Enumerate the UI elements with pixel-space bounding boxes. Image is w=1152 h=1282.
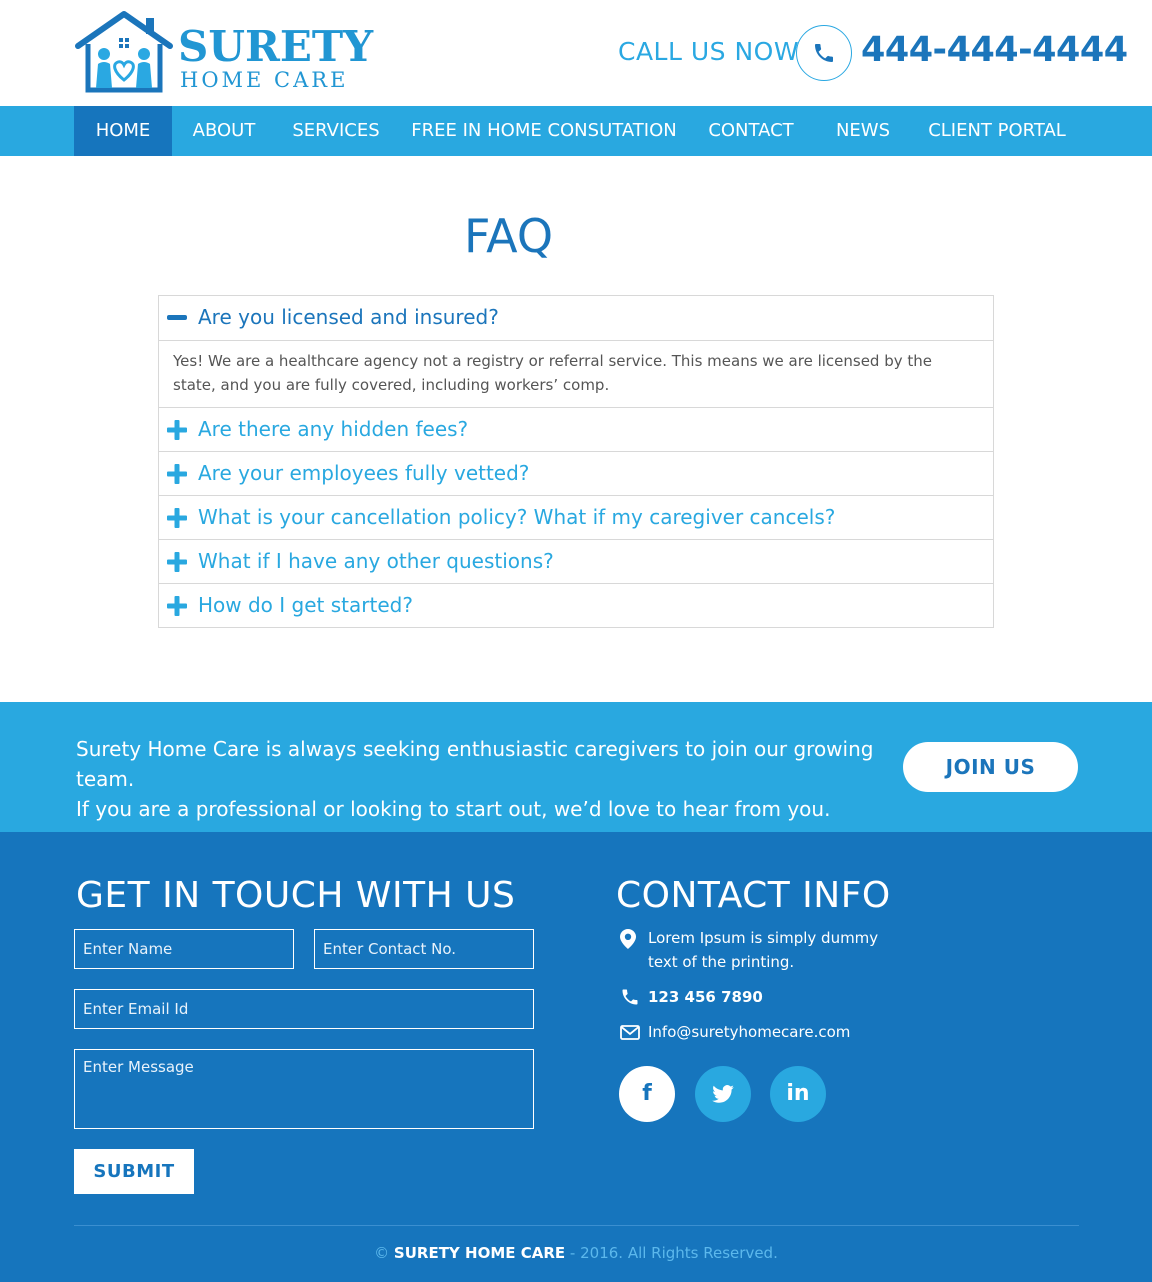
copyright-symbol: © xyxy=(374,1244,390,1262)
nav-item-free-consultation[interactable]: FREE IN HOME CONSUTATION xyxy=(411,120,677,141)
call-us-label: CALL US NOW xyxy=(618,37,800,66)
faq-question-text: Are there any hidden fees? xyxy=(198,417,469,441)
nav-item-services[interactable]: SERVICES xyxy=(292,120,380,141)
nav-item-news[interactable]: NEWS xyxy=(835,120,891,141)
plus-icon xyxy=(167,420,187,440)
phone-icon xyxy=(620,987,640,1007)
plus-icon xyxy=(167,596,187,616)
main-nav xyxy=(0,106,1152,156)
phone-icon[interactable] xyxy=(796,25,852,81)
envelope-icon xyxy=(620,1025,640,1040)
faq-question-get-started[interactable] xyxy=(159,583,993,627)
address-row xyxy=(620,926,920,976)
faq-question-text: How do I get started? xyxy=(198,593,413,617)
contact-phone[interactable]: 123 456 7890 xyxy=(648,988,763,1006)
faq-question-text: Are you licensed and insured? xyxy=(198,305,499,329)
faq-question-vetted[interactable] xyxy=(159,451,993,495)
facebook-icon[interactable]: f xyxy=(619,1066,675,1122)
house-family-logo-icon xyxy=(74,10,174,94)
twitter-icon[interactable] xyxy=(695,1066,751,1122)
address-line1: Lorem Ipsum is simply dummy xyxy=(648,929,879,947)
faq-question-licensed[interactable] xyxy=(159,296,993,340)
nav-item-contact[interactable]: CONTACT xyxy=(708,120,794,141)
site-footer xyxy=(0,832,1152,1282)
plus-icon xyxy=(167,464,187,484)
address-line2: text of the printing. xyxy=(648,953,795,971)
nav-item-client-portal[interactable]: CLIENT PORTAL xyxy=(928,120,1066,141)
plus-icon xyxy=(167,552,187,572)
faq-question-other[interactable] xyxy=(159,539,993,583)
join-text-line2: If you are a professional or looking to start out, we’d love to hear from you. xyxy=(76,797,831,821)
map-pin-icon xyxy=(620,929,636,949)
faq-accordion xyxy=(158,295,994,628)
faq-question-text: What is your cancellation policy? What if my caregiver cancels? xyxy=(198,505,836,529)
nav-item-home[interactable]: HOME xyxy=(74,106,172,156)
copyright-rights: - 2016. All Rights Reserved. xyxy=(569,1244,778,1262)
logo[interactable] xyxy=(74,10,374,94)
message-textarea[interactable] xyxy=(74,1049,534,1129)
contact-number-input[interactable] xyxy=(314,929,534,969)
logo-text-surety: SURETY xyxy=(178,22,374,71)
plus-icon xyxy=(167,508,187,528)
logo-text-home-care: HOME CARE xyxy=(180,68,349,92)
nav-item-about[interactable]: ABOUT xyxy=(192,120,256,141)
copyright xyxy=(0,1241,1152,1265)
name-input[interactable] xyxy=(74,929,294,969)
faq-question-cancellation[interactable] xyxy=(159,495,993,539)
faq-question-text: Are your employees fully vetted? xyxy=(198,461,530,485)
phone-row xyxy=(620,985,920,1009)
footer-divider xyxy=(74,1225,1079,1226)
linkedin-icon[interactable]: in xyxy=(770,1066,826,1122)
join-text-line1: Surety Home Care is always seeking enthusiastic caregivers to join our growing team. xyxy=(76,737,874,791)
site-header xyxy=(0,0,1152,106)
contact-email[interactable]: Info@suretyhomecare.com xyxy=(648,1023,851,1041)
faq-question-hidden-fees[interactable] xyxy=(159,407,993,451)
join-us-button[interactable]: JOIN US xyxy=(903,742,1078,792)
contact-info-title: CONTACT INFO xyxy=(616,875,891,916)
header-phone-number[interactable]: 444-444-4444 xyxy=(861,30,1128,70)
submit-button[interactable]: SUBMIT xyxy=(74,1149,194,1194)
faq-answer-licensed: Yes! We are a healthcare agency not a registry or referral service. This means we are licensed by the state, and you are fully covered, including workers’ comp. xyxy=(159,340,993,407)
join-banner xyxy=(0,702,1152,832)
email-row xyxy=(620,1020,920,1044)
get-in-touch-title: GET IN TOUCH WITH US xyxy=(76,875,516,916)
email-input[interactable] xyxy=(74,989,534,1029)
faq-question-text: What if I have any other questions? xyxy=(198,549,554,573)
faq-title: FAQ xyxy=(463,209,554,263)
copyright-company: SURETY HOME CARE xyxy=(393,1244,566,1262)
minus-icon xyxy=(167,315,187,320)
join-text xyxy=(76,734,886,824)
